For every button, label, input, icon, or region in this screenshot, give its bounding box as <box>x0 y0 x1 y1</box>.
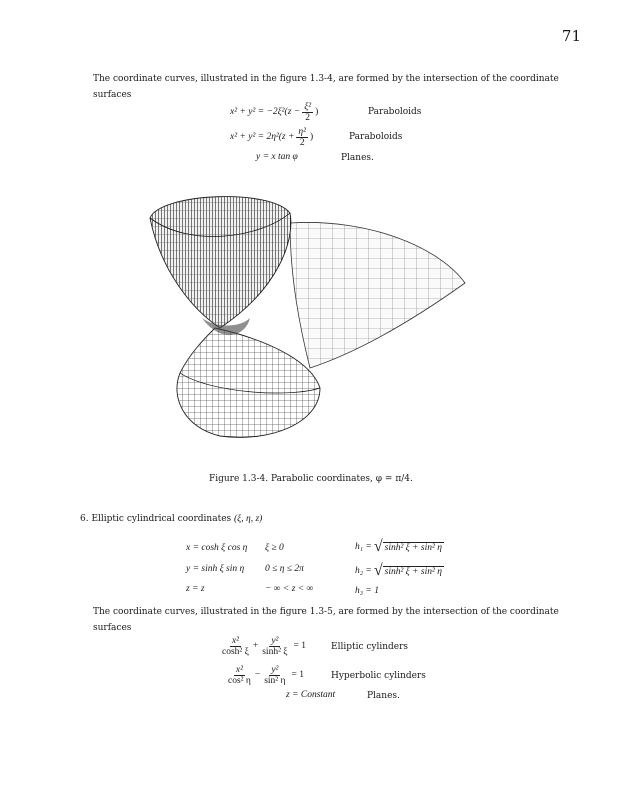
label-paraboloids-1: Paraboloids <box>368 107 422 117</box>
term-2-fraction <box>262 665 287 686</box>
scale-factor-h3: h₃ = 1 <box>355 586 379 596</box>
equation-lhs: x² + y² = −2ξ²(z − <box>230 107 301 117</box>
term-1-fraction <box>226 665 253 686</box>
scale-factor-label: h₁ = <box>355 542 372 552</box>
fraction-numerator: η² <box>298 126 306 137</box>
upper-paraboloid-surface <box>150 197 291 328</box>
equation-paraboloid-2 <box>230 124 313 150</box>
fraction-denominator: cosh² ξ <box>222 646 249 657</box>
fraction-denominator: 2 <box>305 112 311 123</box>
lower-paraboloid-surface <box>177 328 320 437</box>
operator: − <box>254 670 261 680</box>
label-elliptic-cylinders: Elliptic cylinders <box>331 642 409 652</box>
fraction-denominator: sin² η <box>264 675 286 686</box>
equation-rhs: = 1 <box>293 641 307 651</box>
equation-close: ) <box>309 132 314 142</box>
fraction-numerator: y² <box>271 635 279 646</box>
fraction-denominator: 2 <box>299 137 305 148</box>
sqrt-symbol: √ <box>373 562 383 579</box>
equation-hyperbolic-cylinders <box>224 659 304 691</box>
section-heading <box>80 513 262 525</box>
label-paraboloids-2: Paraboloids <box>349 132 403 142</box>
transform-eq-x: x = cosh ξ cos η <box>186 543 248 553</box>
paragraph-2-line-2: surfaces <box>93 623 132 633</box>
section-variables: (ξ, η, z) <box>234 514 263 524</box>
figure-caption: Figure 1.3-4. Parabolic coordinates, φ = π/4. <box>209 474 413 484</box>
equation-lhs: x² + y² = 2η²(z + <box>230 132 295 142</box>
equation-paraboloid-1 <box>230 99 318 125</box>
fraction-numerator: x² <box>231 635 239 646</box>
scale-factor-h1 <box>355 538 444 556</box>
sqrt-radicand: sinh² ξ + sin² η <box>384 542 442 553</box>
term-1-fraction <box>220 636 251 657</box>
transform-range-z: − ∞ < z < ∞ <box>265 584 314 594</box>
transform-eq-z: z = z <box>186 584 205 594</box>
label-hyperbolic-cylinders: Hyperbolic cylinders <box>331 671 426 681</box>
fraction-denominator: cos² η <box>228 675 251 686</box>
parabolic-coordinates-figure <box>140 178 480 468</box>
equation-planes-1-text: y = x tan φ <box>256 152 298 162</box>
label-planes-2: Planes. <box>367 691 400 701</box>
transform-range-eta: 0 ≤ η ≤ 2π <box>265 564 304 574</box>
equation-fraction <box>296 127 308 148</box>
fraction-numerator: ξ² <box>304 101 312 112</box>
fraction-denominator: sinh² ξ <box>262 646 288 657</box>
paragraph-1-line-1: The coordinate curves, illustrated in the figure 1.3-4, are formed by the intersection of the coordinate <box>93 74 559 84</box>
scale-factor-h2 <box>355 562 444 580</box>
paragraph-2-line-1: The coordinate curves, illustrated in the figure 1.3-5, are formed by the intersection of the coordinate <box>93 607 559 617</box>
section-number: 6. <box>80 514 89 524</box>
operator: + <box>252 641 259 651</box>
transform-range-xi: ξ ≥ 0 <box>265 543 284 553</box>
page-number-text: 71 <box>561 27 581 45</box>
planar-sheet-surface <box>290 222 465 368</box>
paragraph-1-line-2: surfaces <box>93 90 132 100</box>
sqrt-symbol: √ <box>373 538 383 555</box>
equation-elliptic-cylinders <box>218 630 306 662</box>
transform-eq-y: y = sinh ξ sin η <box>186 564 245 574</box>
section-title: Elliptic cylindrical coordinates <box>91 514 232 524</box>
equation-close: ) <box>315 107 319 117</box>
page-number <box>562 26 581 45</box>
equation-rhs: = 1 <box>291 670 304 680</box>
label-planes-1: Planes. <box>341 153 374 163</box>
fraction-numerator: x² <box>235 664 243 675</box>
sqrt-radicand: sinh² ξ + sin² η <box>384 566 442 577</box>
equation-planes-2: z = Constant <box>286 690 336 700</box>
scale-factor-label: h₂ = <box>355 566 372 576</box>
fraction-numerator: y² <box>271 664 279 675</box>
equation-fraction <box>302 102 313 123</box>
term-2-fraction <box>260 636 289 657</box>
